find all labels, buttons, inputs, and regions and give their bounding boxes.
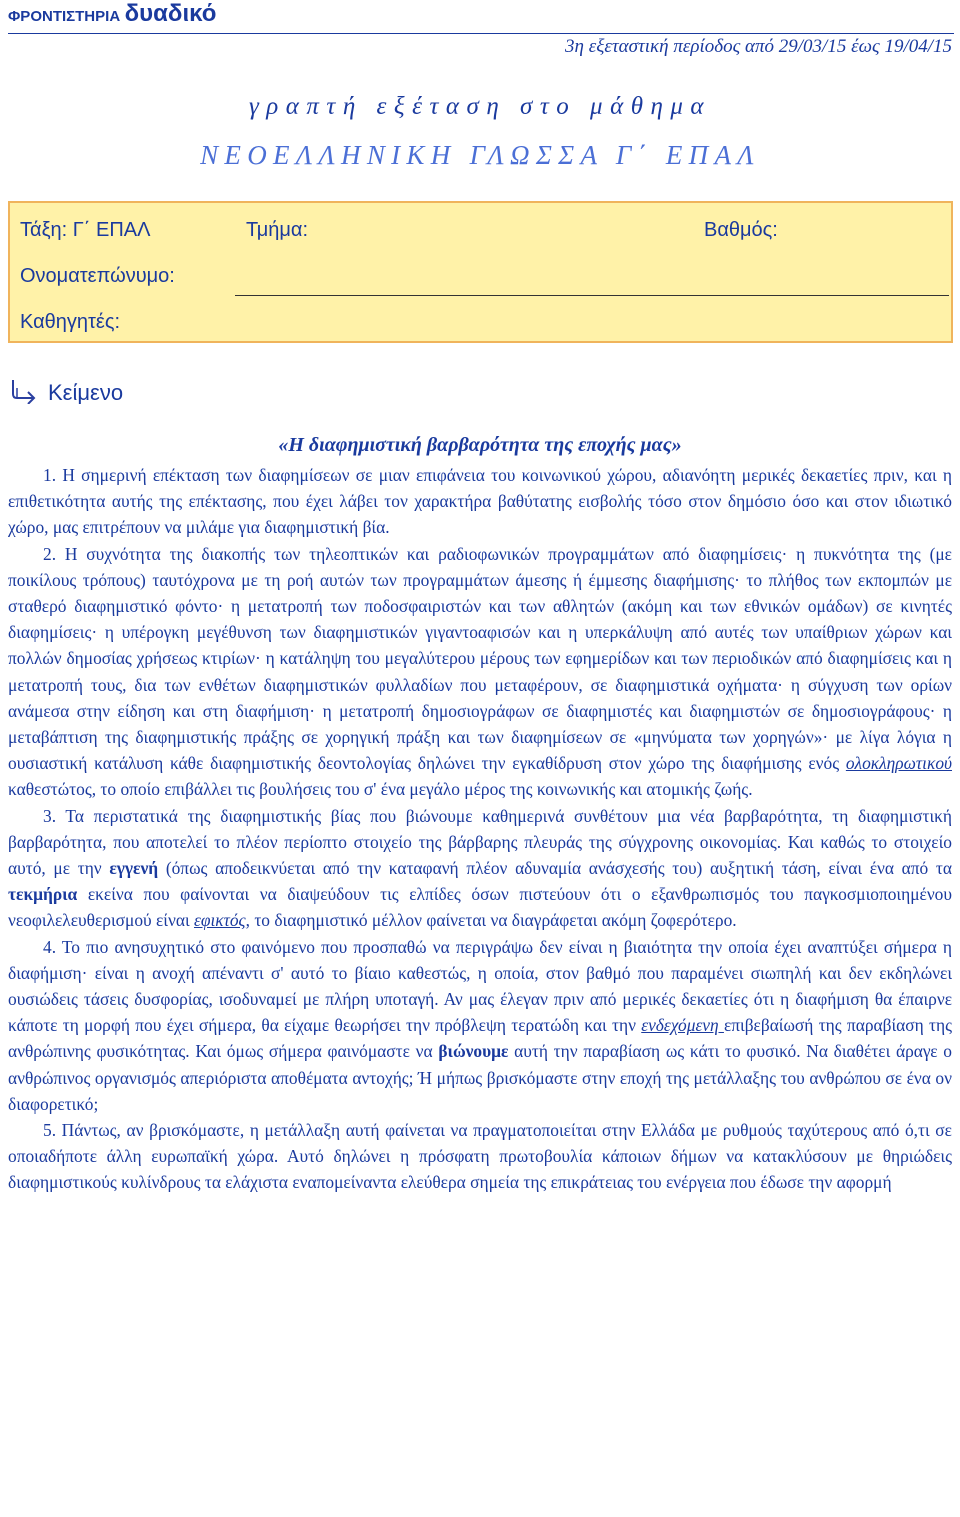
student-info-box — [8, 201, 953, 343]
exam-period: 3η εξεταστική περίοδος από 29/03/15 έως 19/04/15 — [565, 36, 952, 57]
teacher-label: Καθηγητές: — [20, 311, 121, 333]
bold-term: εγγενή — [109, 858, 159, 879]
bold-term: βιώνουμε — [438, 1041, 509, 1062]
text-body — [8, 462, 952, 1196]
grade-label: Βαθμός: — [704, 219, 778, 241]
header-divider — [8, 33, 954, 34]
class-label: Τάξη: Γ΄ ΕΠΑΛ — [20, 219, 151, 241]
exam-title: γραπτή εξέταση στο μάθημα — [248, 93, 712, 120]
pointing-hand-icon — [10, 378, 38, 410]
paragraph-1: 1. Η σημερινή επέκταση των διαφημίσεων σε μιαν επιφάνεια του κοινωνικού χώρου, αδιανόητη μερικές δεκαετίες πριν, και η επιθετικότητα αυτής της επέκτασης, που έχει λάβει τον χαρακτήρα βαθύτατης εισβολής τόσο στον δημόσιο όσο και στον ιδιωτικό χώρο, μας επιτρέπουν να μιλάμε για διαφημιστική βία. — [8, 465, 952, 538]
underlined-term: ολοκληρωτικού — [845, 753, 952, 774]
name-label: Ονοματεπώνυμο: — [20, 265, 175, 287]
underlined-term: εφικτός — [193, 910, 246, 931]
brand-name: δυαδικό — [124, 0, 217, 27]
paragraph-4: 4. Το πιο ανησυχητικό στο φαινόμενο που προσπαθώ να περιγράψω δεν είναι η βιαιότητα την οποία έχει αναπτύξει σήμερα η διαφήμιση· είναι η ανοχή απέναντι σ' αυτό το βίαιο καθεστώς, η οποία, στον βαθμό που παραμένει σιωπηλή και δεν εκδηλώνει ουσιώδεις τάσεις δυσφορίας, ισοδυναμεί με πλήρη υποταγή. Αν μας έλεγαν πριν από μερικές δεκαετίες ότι η διαφήμιση θα έπαιρνε κάποτε τη μορφή που έχει σήμερα, θα είχαμε θεωρήσει την πρόβλεψη τερατώδη και την ενδεχόμενη επιβεβαίωσή της παραβίαση της ανθρώπινης φυσικότητας. Και όμως σήμερα φαινόμαστε να βιώνουμε αυτή την παραβίαση ως κάτι το φυσικό. Να διαθέτει άραγε ο ανθρώπινος οργανισμός απεριόριστα αποθέματα αντοχής; Ή μήπως βρισκόμαστε στην εποχή της μετάλλαξης του ανθρώπου σε ένα ον διαφορετικό; — [8, 936, 952, 1114]
text-title: «Η διαφημιστική βαρβαρότητα της εποχής μας» — [278, 434, 682, 456]
underlined-term: ενδεχόμενη — [641, 1015, 724, 1036]
paragraph-3: 3. Τα περιστατικά της διαφημιστικής βίας που βιώνουμε καθημερινά συνθέτουν μια νέα βαρβαρότητα, τη διαφημιστική βαρβαρότητα, που αποτελεί το πλέον περίοπτο στοιχείο της βάρβαρης πλευράς της σύγχρονης οικονομίας. Και καθώς το στοιχείο αυτό, με την εγγενή (όπως αποδεικνύεται από την καταφανή πλέον αδυναμία ανάσχεσής του) αυξητική τάση, είναι ένα από τα τεκμήρια εκείνα που φαίνονται να διαψεύδουν τις ελπίδες όσων πιστεύουν ότι ο εξανθρωπισμός του παγκοσμιοποιημένου νεοφιλελευθερισμού είναι εφικτός, το διαφημιστικό μέλλον φαίνεται να διαγράφεται ακόμη ζοφερότερο. — [8, 805, 953, 931]
section-label: Κείμενο — [48, 379, 124, 405]
section-label: Τμήμα: — [246, 219, 309, 241]
bold-term: τεκμήρια — [8, 884, 78, 905]
paragraph-5: 5. Πάντως, αν βρισκόμαστε, η μετάλλαξη αυτή φαίνεται να πραγματοποιείται στην Ελλάδα με ρυθμούς ταχύτερους από ό,τι σε οποιαδήποτε άλλη ευρωπαϊκή χώρα. Αυτό δηλώνει η πρόσφατη πρωτοβουλία κάποιων δήμων να κατακλύσουν με θηριώδεις διαφημιστικούς κυλίνδρους τα ελάχιστα εναπομείναντα ελεύθερα σημεία της επικράτειας του ενέργεια που έδωσε την αφορμή — [8, 1120, 952, 1193]
name-line — [235, 295, 949, 296]
subject-title: ΝΕΟΕΛΛΗΝΙΚΗ ΓΛΩΣΣΑ Γ΄ ΕΠΑΛ — [200, 140, 760, 170]
brand-logo — [8, 0, 216, 28]
section-heading — [10, 378, 123, 410]
brand-prefix: ΦΡΟΝΤΙΣΤΗΡΙΑ — [8, 8, 121, 25]
paragraph-2: 2. Η συχνότητα της διακοπής των τηλεοπτικών και ραδιοφωνικών προγραμμάτων από διαφημίσεις· η πυκνότητα της (με ποικίλους τρόπους) ταυτόχρονα με τη ροή αυτών των προγραμμάτων άμεσης ή έμμεσης διαφήμισης· το πλήθος των εκπομπών με σταθερό διαφημιστικό φόντο· η μετατροπή των ποδοσφαιριστών και των αθλητών (ακόμη και των εθνικών ομάδων) σε κινητές διαφημίσεις· η υπέρογκη μεγέθυνση των διαφημιστικών γιγαντοαφισών και η υπερκάλυψη από αυτές των υπαίθριων χώρων και πολλών δημοσίας χρήσεως κτιρίων· η κατάληψη του μεγαλύτερου μέρους των εφημερίδων και των περιοδικών από διαφημίσεις και η μετατροπή τους, δια των ενθέτων διαφημιστικών φυλλαδίων που μεταφέρουν, σε διαφημιστικά οχήματα· η σύγχυση των ορίων ανάμεσα στην είδηση και στη διαφήμιση· η μετατροπή δημοσιογράφων σε διαφημιστές και διαφημιστών σε δημοσιογράφους· η μεταβάπτιση της διαφημιστικής πράξης σε χορηγική πράξη και των διαφημίσεων σε «μηνύματα των χορηγών»· με λίγα λόγια η ουσιαστική κατάλυση κάθε διαφημιστικής δεοντολογίας δηλώνει την εγκαθίδρυση στον χώρο της διαφήμισης ενός ολοκληρωτικού καθεστώτος, το οποίο επιβάλλει τις βουλήσεις του σ' ένα μεγάλο μέρος της κοινωνικής και ατομικής ζωής. — [8, 543, 952, 800]
